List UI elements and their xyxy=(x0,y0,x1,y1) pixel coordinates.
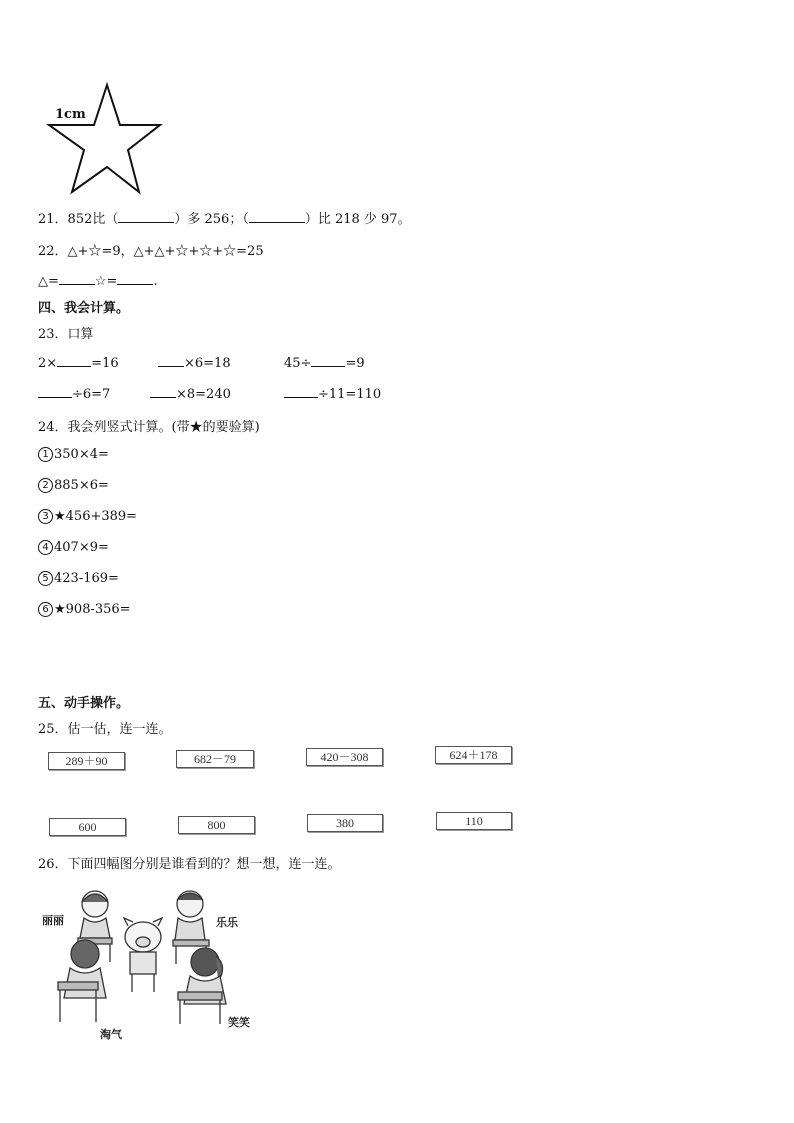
q22-equation: △+☆=9，△+△+☆+☆+☆=25 xyxy=(67,244,264,259)
question-22 xyxy=(38,240,264,259)
question-21 xyxy=(38,208,411,227)
q23-r1c2-blank[interactable] xyxy=(158,354,184,367)
question-25-title xyxy=(38,718,172,737)
question-24-title xyxy=(38,416,260,435)
name-label-xiaoxiao: 笑笑 xyxy=(228,1016,250,1029)
q23-r2c2-b: ×8=240 xyxy=(176,387,231,402)
q22-star-label: ☆= xyxy=(94,274,118,289)
q21-text-3: ）比 218 少 97。 xyxy=(304,212,411,227)
q25-number: 25． xyxy=(38,722,68,737)
q22-triangle-blank[interactable] xyxy=(59,272,95,285)
q23-number: 23． xyxy=(38,327,68,342)
star-side-label: 1cm xyxy=(55,107,86,122)
q24-item xyxy=(38,478,109,493)
q21-blank-2[interactable] xyxy=(249,210,305,223)
q24-item xyxy=(38,540,109,555)
q23-r1c1-a: 2× xyxy=(38,356,58,371)
q24-item xyxy=(38,509,137,524)
question-23-title xyxy=(38,323,94,342)
star-icon xyxy=(44,80,169,198)
q26-number: 26． xyxy=(38,857,68,872)
section-5-title: 五、动手操作。 xyxy=(38,696,130,711)
q23-r1c3-blank[interactable] xyxy=(311,354,345,367)
section-4-title: 四、我会计算。 xyxy=(38,301,130,316)
q23-row2-col2 xyxy=(150,385,231,402)
q24-item xyxy=(38,571,119,586)
q21-text-2: ）多 256；（ xyxy=(174,212,249,227)
q23-r1c3-b: =9 xyxy=(345,356,365,371)
q23-r2c1-b: ÷6=7 xyxy=(72,387,111,402)
q21-blank-1[interactable] xyxy=(118,210,174,223)
q24-item-marker: 5 xyxy=(38,571,53,586)
q24-item-marker: 3 xyxy=(38,509,53,524)
q21-text-1: 852比（ xyxy=(67,212,119,227)
children-scene-icon xyxy=(40,882,260,1042)
q22-end: . xyxy=(153,274,158,289)
q23-r2c3-blank[interactable] xyxy=(284,385,318,398)
question-26-title xyxy=(38,853,341,872)
q25-expression-box[interactable]: 682－79 xyxy=(176,750,254,768)
q23-r1c1-b: =16 xyxy=(91,356,119,371)
q22-number: 22． xyxy=(38,244,68,259)
q24-item-marker: 2 xyxy=(38,478,53,493)
q23-row1-col2 xyxy=(158,354,231,371)
q24-item xyxy=(38,602,131,617)
q25-expression-box[interactable]: 289＋90 xyxy=(48,752,125,770)
children-around-pig-illustration xyxy=(40,882,260,1042)
q25-expression-box[interactable]: 624＋178 xyxy=(435,746,512,764)
star-figure xyxy=(44,80,169,198)
q24-item-expr: ★908-356= xyxy=(54,602,131,617)
q24-item xyxy=(38,447,109,462)
q25-result-box[interactable]: 800 xyxy=(178,816,255,834)
question-22-answers xyxy=(38,272,158,289)
q23-r1c1-blank[interactable] xyxy=(57,354,91,367)
q23-row1-col3 xyxy=(284,354,365,371)
q23-r1c3-a: 45÷ xyxy=(284,356,312,371)
q25-result-box[interactable]: 110 xyxy=(436,812,512,830)
q22-triangle-label: △= xyxy=(38,274,59,289)
q24-item-expr: 407×9= xyxy=(54,540,109,555)
q24-item-expr: 423-169= xyxy=(54,571,119,586)
q23-r2c1-blank[interactable] xyxy=(38,385,72,398)
q23-r1c2-b: ×6=18 xyxy=(184,356,231,371)
q23-r2c3-b: ÷11=110 xyxy=(318,387,382,402)
q24-number: 24． xyxy=(38,420,68,435)
q25-result-box[interactable]: 380 xyxy=(307,814,383,832)
q23-row2-col1 xyxy=(38,385,110,402)
q25-expression-box[interactable]: 420－308 xyxy=(306,748,383,766)
q23-row1-col1 xyxy=(38,354,119,371)
q23-r2c2-blank[interactable] xyxy=(150,385,176,398)
q23-title: 口算 xyxy=(67,327,94,342)
q21-number: 21． xyxy=(38,212,68,227)
q25-title: 估一估，连一连。 xyxy=(67,722,172,737)
name-label-lele: 乐乐 xyxy=(216,916,238,929)
q24-item-expr: 885×6= xyxy=(54,478,109,493)
q23-row2-col3 xyxy=(284,385,381,402)
q24-item-marker: 4 xyxy=(38,540,53,555)
q24-item-marker: 6 xyxy=(38,602,53,617)
q25-result-box[interactable]: 600 xyxy=(49,818,126,836)
q24-item-expr: 350×4= xyxy=(54,447,109,462)
q22-star-blank[interactable] xyxy=(117,272,153,285)
q24-item-expr: ★456+389= xyxy=(54,509,138,524)
q24-title: 我会列竖式计算。(带★的要验算) xyxy=(67,420,260,435)
q26-title: 下面四幅图分别是谁看到的？想一想，连一连。 xyxy=(67,857,341,872)
q24-item-marker: 1 xyxy=(38,447,53,462)
name-label-taoqi: 淘气 xyxy=(100,1028,122,1041)
name-label-lili: 丽丽 xyxy=(42,914,64,927)
